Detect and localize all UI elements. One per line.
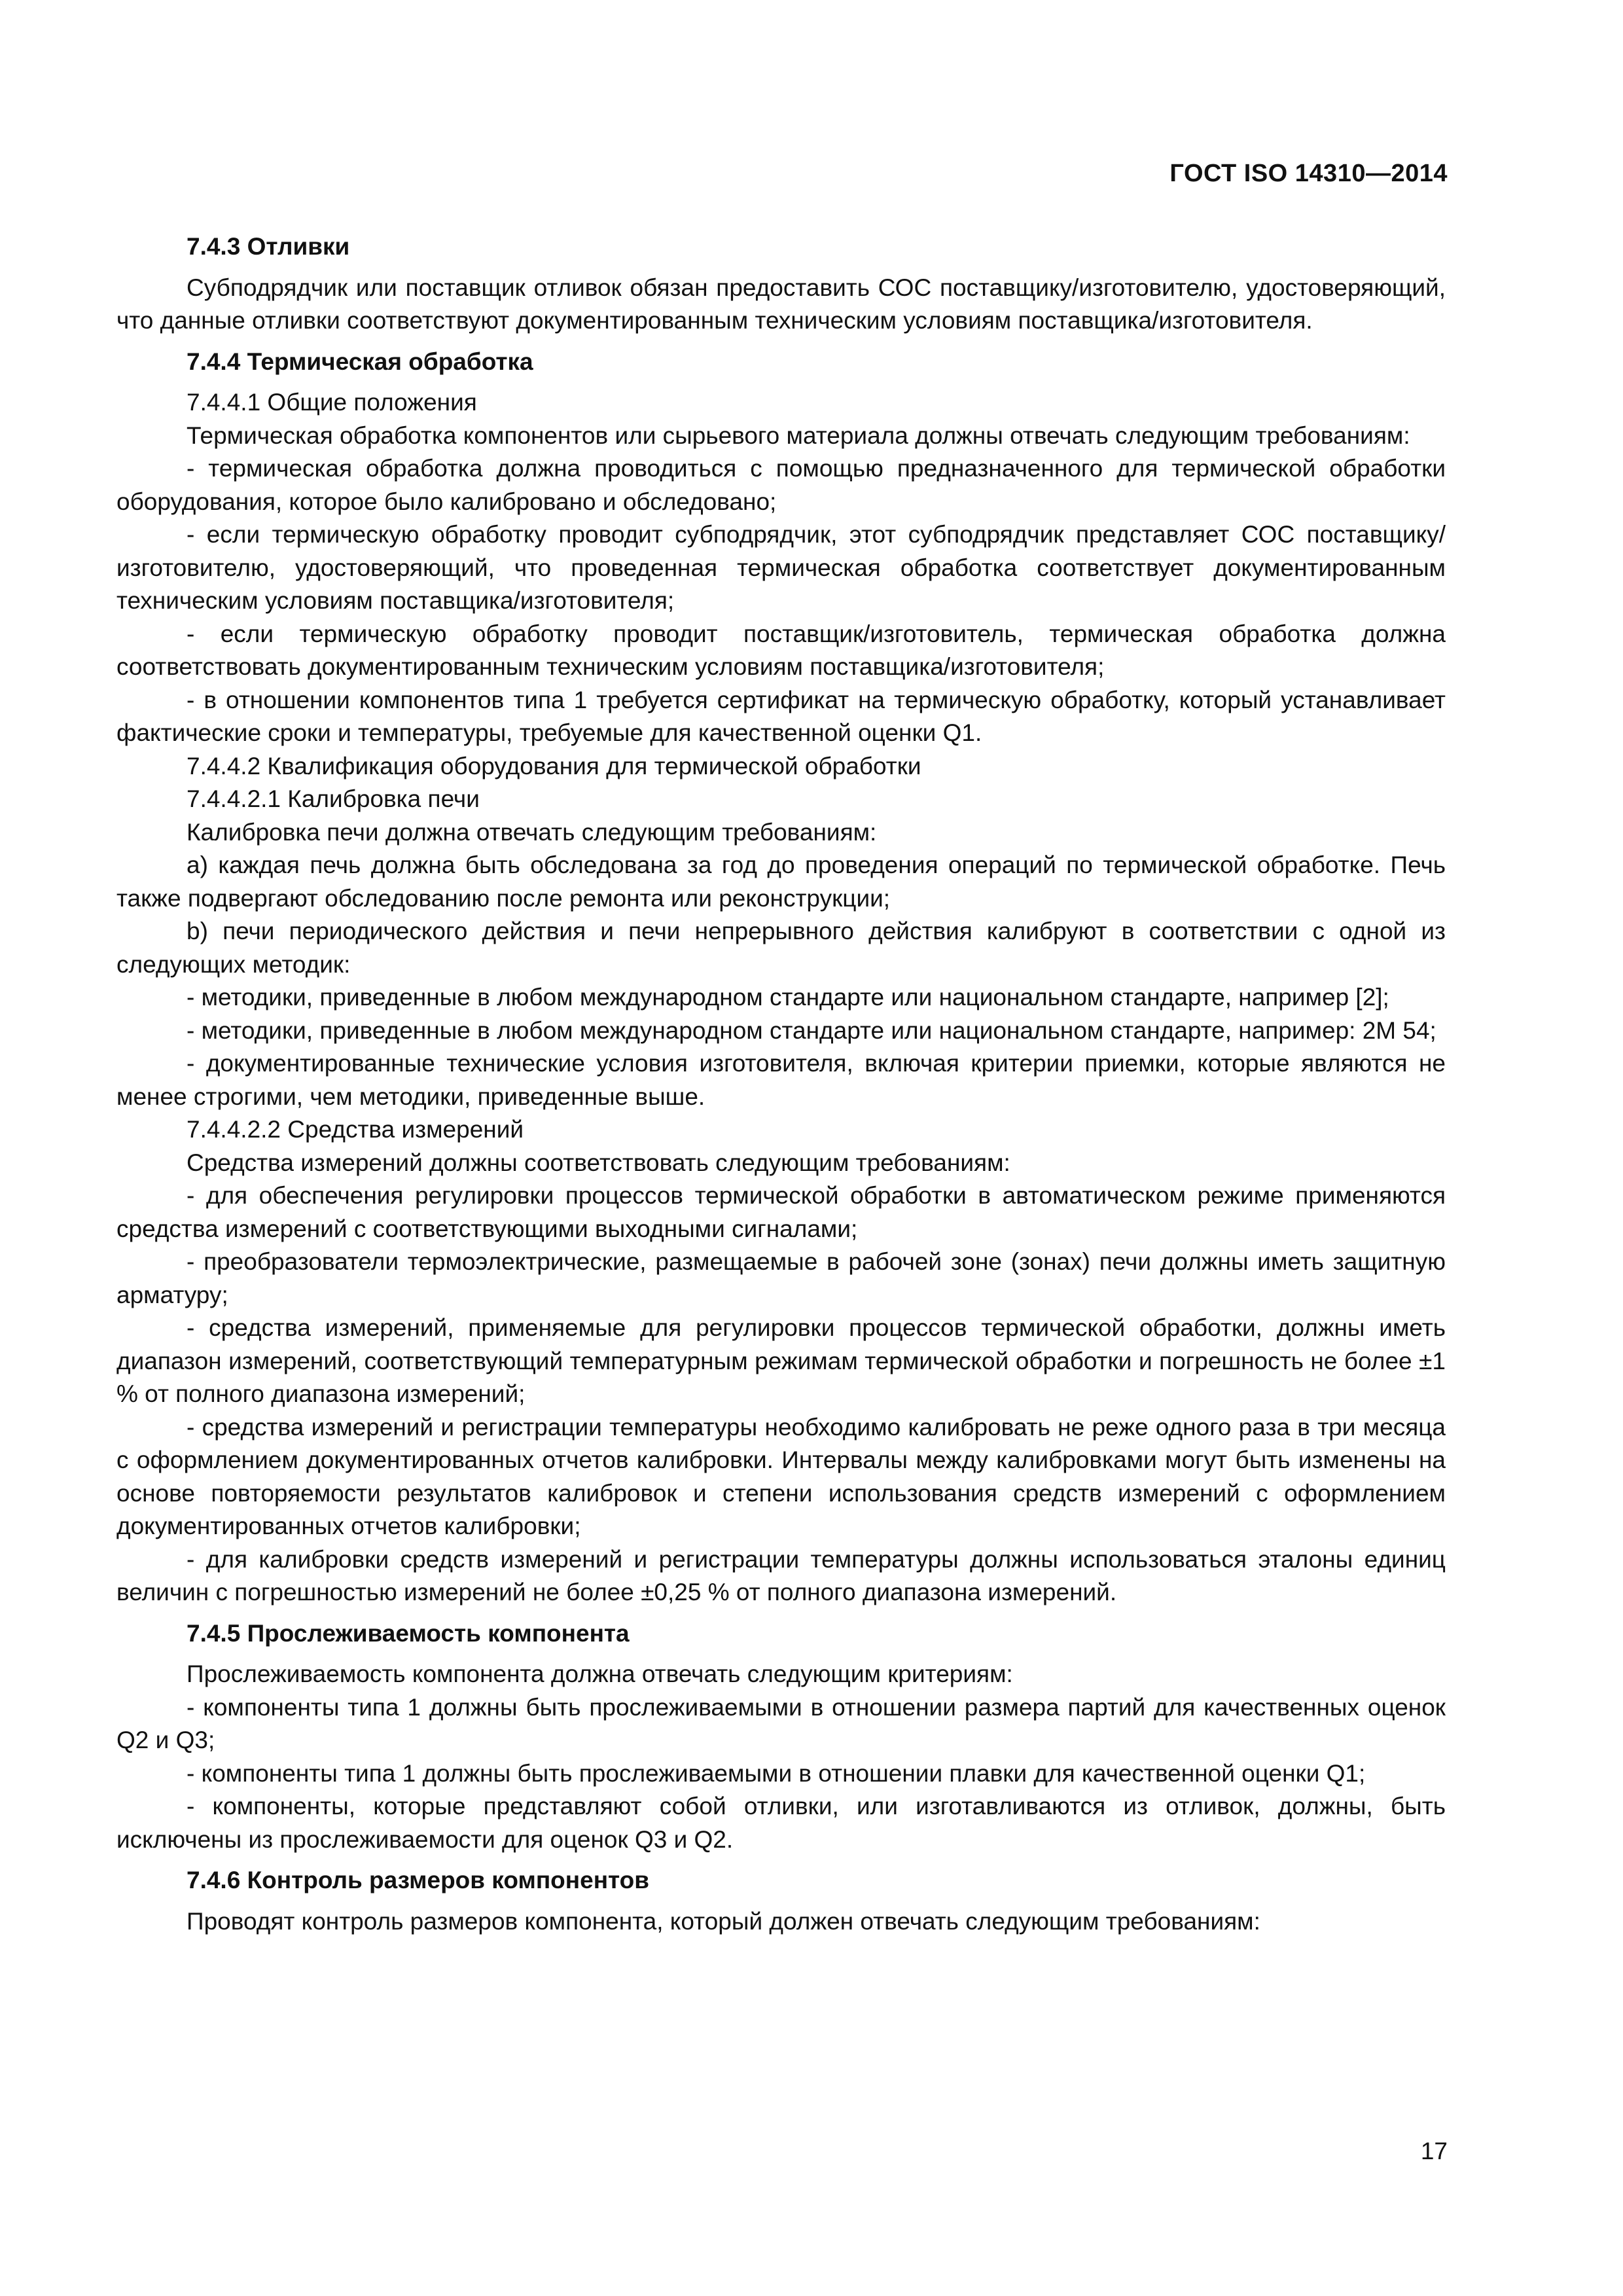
paragraph: Субподрядчик или поставщик отливок обязан предоставить СОС поставщику/изготовителю, удостоверяющий, что данные отливки соответствуют документированным техническим условиям поставщика/изготовителя. xyxy=(116,274,1446,334)
paragraph: Калибровка печи должна отвечать следующим требованиям: xyxy=(187,818,877,846)
subsection-title: 7.4.4.2.1 Калибровка печи xyxy=(187,785,480,812)
section-heading: 7.4.6 Контроль размеров компонентов xyxy=(187,1867,650,1893)
list-item: - компоненты типа 1 должны быть прослеживаемыми в отношении плавки для качественной оценки Q1; xyxy=(187,1759,1366,1787)
list-item: - методики, приведенные в любом международном стандарте или национальном стандарте, например: 2М 54; xyxy=(187,1016,1436,1044)
list-item: - компоненты, которые представляют собой отливки, или изготавливаются из отливок, должны, быть исключены из прослеживаемости для оценок Q3 и Q2. xyxy=(116,1793,1446,1853)
list-item: - средства измерений и регистрации температуры необходимо калибровать не реже одного раза в три месяца с оформлением документированных отчетов калибровки. Интервалы между калибровками могут быть изменены на основе повторяемости результатов калибровок и степени использования средств измерений с оформлением документированных отчетов калибровки; xyxy=(116,1413,1446,1539)
list-item: a) каждая печь должна быть обследована за год до проведения операций по термической обработке. Печь также подвергают обследованию после ремонта или реконструкции; xyxy=(116,852,1446,912)
subsection-title: 7.4.4.2 Квалификация оборудования для термической обработки xyxy=(187,752,921,780)
paragraph: Термическая обработка компонентов или сырьевого материала должны отвечать следующим требованиям: xyxy=(187,422,1410,449)
list-item: - для обеспечения регулировки процессов термической обработки в автоматическом режиме применяются средства измерений с соответствующими выходными сигналами; xyxy=(116,1182,1446,1242)
list-item: - в отношении компонентов типа 1 требуется сертификат на термическую обработку, который устанавливает фактические сроки и температуры, требуемые для качественной оценки Q1. xyxy=(116,686,1446,746)
list-item: - преобразователи термоэлектрические, размещаемые в рабочей зоне (зонах) печи должны иметь защитную арматуру; xyxy=(116,1248,1446,1308)
list-item: - если термическую обработку проводит поставщик/изготовитель, термическая обработка должна соответствовать документированным техническим условиям поставщика/изготовителя; xyxy=(116,620,1446,680)
paragraph: Средства измерений должны соответствовать следующим требованиям: xyxy=(187,1149,1010,1176)
paragraph: Проводят контроль размеров компонента, который должен отвечать следующим требованиям: xyxy=(187,1907,1260,1935)
section-heading: 7.4.4 Термическая обработка xyxy=(187,348,533,375)
list-item: - если термическую обработку проводит субподрядчик, этот субподрядчик представляет СОС поставщику/изготовителю, удостоверяющий, что проведенная термическая обработка соответствует документированным техническим условиям поставщика/изготовителя; xyxy=(116,521,1446,614)
list-item: - для калибровки средств измерений и регистрации температуры должны использоваться эталоны единиц величин с погрешностью измерений не более ±0,25 % от полного диапазона измерений. xyxy=(116,1545,1446,1605)
list-item: - методики, приведенные в любом международном стандарте или национальном стандарте, например [2]; xyxy=(187,984,1389,1011)
subsection-title: 7.4.4.1 Общие положения xyxy=(187,389,477,416)
paragraph: Прослеживаемость компонента должна отвечать следующим критериям: xyxy=(187,1660,1013,1687)
subsection-title: 7.4.4.2.2 Средства измерений xyxy=(187,1116,524,1143)
list-item: - компоненты типа 1 должны быть прослеживаемыми в отношении размера партий для качественных оценок Q2 и Q3; xyxy=(116,1693,1446,1753)
section-heading: 7.4.3 Отливки xyxy=(187,233,350,260)
section-heading: 7.4.5 Прослеживаемость компонента xyxy=(187,1619,630,1647)
page-body xyxy=(116,230,1446,1938)
page-number: 17 xyxy=(1420,2138,1448,2164)
list-item: - термическая обработка должна проводиться с помощью предназначенного для термической обработки оборудования, которое было калибровано и обследовано; xyxy=(116,455,1446,515)
list-item: - средства измерений, применяемые для регулировки процессов термической обработки, должны иметь диапазон измерений, соответствующий температурным режимам термической обработки и погрешность не более ±1 % от полного диапазона измерений; xyxy=(116,1314,1446,1407)
list-item: b) печи периодического действия и печи непрерывного действия калибруют в соответствии с одной из следующих методик: xyxy=(116,918,1446,978)
standard-code-header: ГОСТ ISO 14310—2014 xyxy=(1169,160,1448,187)
list-item: - документированные технические условия изготовителя, включая критерии приемки, которые являются не менее строгими, чем методики, приведенные выше. xyxy=(116,1050,1446,1110)
